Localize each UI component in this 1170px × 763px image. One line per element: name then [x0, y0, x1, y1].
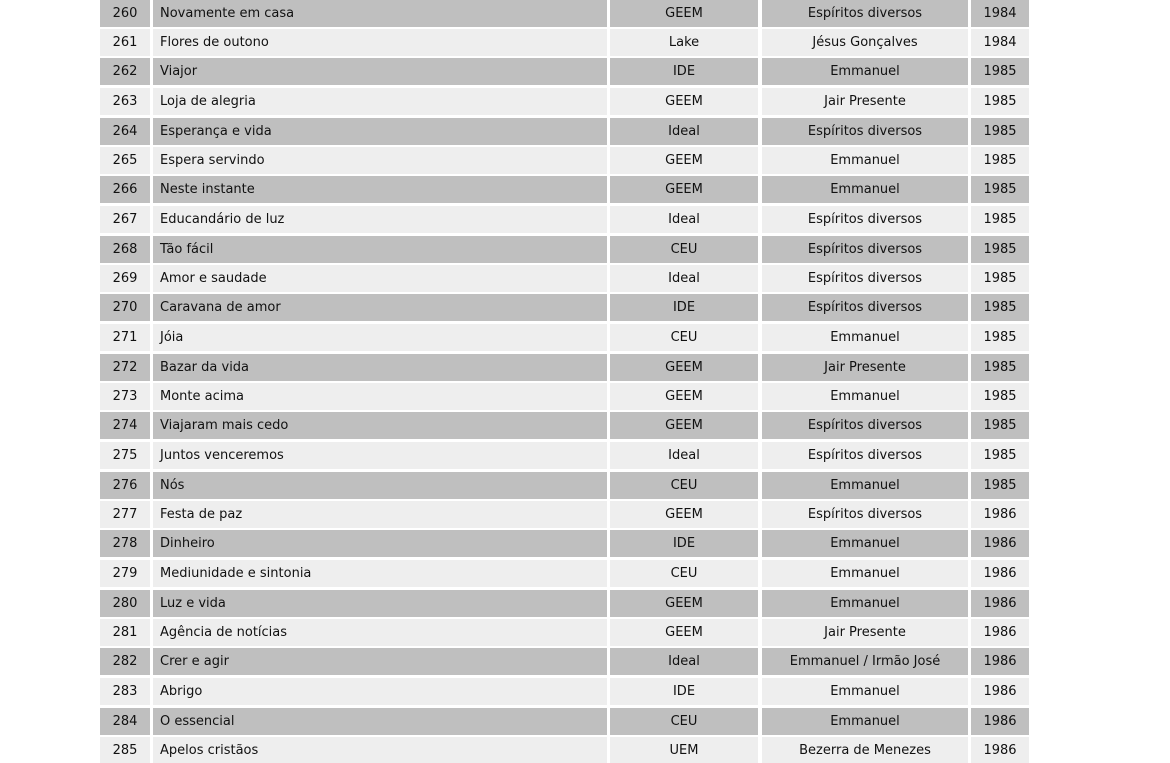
author-cell: Jair Presente [762, 354, 968, 381]
row-number-cell: 268 [100, 236, 150, 263]
year-cell: 1986 [971, 708, 1029, 735]
table-row [100, 737, 1030, 763]
book-title-cell: Monte acima [153, 383, 607, 410]
row-number-cell: 270 [100, 294, 150, 321]
table-row [100, 265, 1030, 292]
year-cell: 1985 [971, 265, 1029, 292]
author-cell: Espíritos diversos [762, 501, 968, 528]
publisher-cell: GEEM [610, 147, 758, 174]
year-cell: 1985 [971, 294, 1029, 321]
row-number-cell: 260 [100, 0, 150, 27]
table-row [100, 472, 1030, 499]
year-cell: 1984 [971, 29, 1029, 56]
table-row [100, 147, 1030, 174]
year-cell: 1986 [971, 619, 1029, 646]
publisher-cell: CEU [610, 324, 758, 351]
row-number-cell: 282 [100, 648, 150, 675]
author-cell: Jair Presente [762, 619, 968, 646]
publisher-cell: UEM [610, 737, 758, 763]
publisher-cell: Ideal [610, 118, 758, 145]
row-number-cell: 262 [100, 58, 150, 85]
row-number-cell: 266 [100, 176, 150, 203]
table-row [100, 442, 1030, 469]
year-cell: 1986 [971, 737, 1029, 763]
book-title-cell: Educandário de luz [153, 206, 607, 233]
table-row [100, 206, 1030, 233]
year-cell: 1985 [971, 472, 1029, 499]
publisher-cell: GEEM [610, 590, 758, 617]
table-row [100, 324, 1030, 351]
table-row [100, 176, 1030, 203]
book-title-cell: Nós [153, 472, 607, 499]
year-cell: 1985 [971, 412, 1029, 439]
year-cell: 1985 [971, 88, 1029, 115]
publisher-cell: GEEM [610, 88, 758, 115]
table-row [100, 88, 1030, 115]
table-row [100, 648, 1030, 675]
book-title-cell: Dinheiro [153, 530, 607, 557]
author-cell: Espíritos diversos [762, 236, 968, 263]
author-cell: Espíritos diversos [762, 118, 968, 145]
publisher-cell: CEU [610, 708, 758, 735]
author-cell: Emmanuel [762, 560, 968, 587]
row-number-cell: 279 [100, 560, 150, 587]
table-row [100, 678, 1030, 705]
row-number-cell: 263 [100, 88, 150, 115]
book-title-cell: Agência de notícias [153, 619, 607, 646]
table-row [100, 619, 1030, 646]
row-number-cell: 276 [100, 472, 150, 499]
row-number-cell: 281 [100, 619, 150, 646]
author-cell: Espíritos diversos [762, 442, 968, 469]
publisher-cell: GEEM [610, 383, 758, 410]
table-row [100, 29, 1030, 56]
table-row [100, 236, 1030, 263]
year-cell: 1986 [971, 648, 1029, 675]
year-cell: 1986 [971, 590, 1029, 617]
row-number-cell: 271 [100, 324, 150, 351]
table-row [100, 294, 1030, 321]
publisher-cell: IDE [610, 530, 758, 557]
table-row [100, 58, 1030, 85]
year-cell: 1985 [971, 383, 1029, 410]
publisher-cell: Ideal [610, 648, 758, 675]
book-title-cell: Viajaram mais cedo [153, 412, 607, 439]
book-title-cell: Abrigo [153, 678, 607, 705]
table-row [100, 383, 1030, 410]
row-number-cell: 275 [100, 442, 150, 469]
row-number-cell: 278 [100, 530, 150, 557]
row-number-cell: 280 [100, 590, 150, 617]
publisher-cell: CEU [610, 236, 758, 263]
author-cell: Emmanuel [762, 678, 968, 705]
author-cell: Emmanuel [762, 590, 968, 617]
publisher-cell: Lake [610, 29, 758, 56]
book-title-cell: Caravana de amor [153, 294, 607, 321]
row-number-cell: 283 [100, 678, 150, 705]
table-row [100, 118, 1030, 145]
author-cell: Emmanuel [762, 58, 968, 85]
year-cell: 1985 [971, 354, 1029, 381]
book-title-cell: Esperança e vida [153, 118, 607, 145]
book-title-cell: Flores de outono [153, 29, 607, 56]
year-cell: 1986 [971, 530, 1029, 557]
year-cell: 1986 [971, 678, 1029, 705]
book-title-cell: O essencial [153, 708, 607, 735]
row-number-cell: 274 [100, 412, 150, 439]
author-cell: Emmanuel [762, 708, 968, 735]
book-title-cell: Juntos venceremos [153, 442, 607, 469]
row-number-cell: 264 [100, 118, 150, 145]
author-cell: Emmanuel [762, 530, 968, 557]
author-cell: Emmanuel [762, 472, 968, 499]
row-number-cell: 273 [100, 383, 150, 410]
year-cell: 1985 [971, 206, 1029, 233]
book-title-cell: Bazar da vida [153, 354, 607, 381]
year-cell: 1985 [971, 58, 1029, 85]
year-cell: 1985 [971, 324, 1029, 351]
books-table [100, 0, 1030, 763]
book-title-cell: Tão fácil [153, 236, 607, 263]
table-row [100, 560, 1030, 587]
author-cell: Bezerra de Menezes [762, 737, 968, 763]
row-number-cell: 261 [100, 29, 150, 56]
publisher-cell: IDE [610, 58, 758, 85]
publisher-cell: GEEM [610, 176, 758, 203]
table-row [100, 530, 1030, 557]
year-cell: 1985 [971, 236, 1029, 263]
publisher-cell: IDE [610, 294, 758, 321]
row-number-cell: 284 [100, 708, 150, 735]
table-row [100, 354, 1030, 381]
year-cell: 1986 [971, 560, 1029, 587]
author-cell: Emmanuel / Irmão José [762, 648, 968, 675]
book-title-cell: Apelos cristãos [153, 737, 607, 763]
year-cell: 1985 [971, 442, 1029, 469]
author-cell: Emmanuel [762, 324, 968, 351]
author-cell: Emmanuel [762, 176, 968, 203]
publisher-cell: Ideal [610, 206, 758, 233]
book-title-cell: Luz e vida [153, 590, 607, 617]
row-number-cell: 269 [100, 265, 150, 292]
year-cell: 1985 [971, 118, 1029, 145]
table-row [100, 501, 1030, 528]
publisher-cell: IDE [610, 678, 758, 705]
author-cell: Jair Presente [762, 88, 968, 115]
table-row [100, 590, 1030, 617]
publisher-cell: Ideal [610, 265, 758, 292]
row-number-cell: 277 [100, 501, 150, 528]
book-title-cell: Amor e saudade [153, 265, 607, 292]
table-row [100, 412, 1030, 439]
publisher-cell: Ideal [610, 442, 758, 469]
book-title-cell: Crer e agir [153, 648, 607, 675]
publisher-cell: GEEM [610, 412, 758, 439]
row-number-cell: 285 [100, 737, 150, 763]
publisher-cell: GEEM [610, 501, 758, 528]
author-cell: Espíritos diversos [762, 412, 968, 439]
year-cell: 1985 [971, 147, 1029, 174]
publisher-cell: GEEM [610, 0, 758, 27]
book-title-cell: Loja de alegria [153, 88, 607, 115]
year-cell: 1984 [971, 0, 1029, 27]
book-title-cell: Novamente em casa [153, 0, 607, 27]
table-row [100, 708, 1030, 735]
book-title-cell: Jóia [153, 324, 607, 351]
row-number-cell: 267 [100, 206, 150, 233]
author-cell: Espíritos diversos [762, 206, 968, 233]
table-row [100, 0, 1030, 27]
year-cell: 1985 [971, 176, 1029, 203]
publisher-cell: GEEM [610, 354, 758, 381]
year-cell: 1986 [971, 501, 1029, 528]
publisher-cell: CEU [610, 472, 758, 499]
author-cell: Emmanuel [762, 383, 968, 410]
publisher-cell: CEU [610, 560, 758, 587]
book-title-cell: Viajor [153, 58, 607, 85]
book-title-cell: Neste instante [153, 176, 607, 203]
book-title-cell: Festa de paz [153, 501, 607, 528]
author-cell: Emmanuel [762, 147, 968, 174]
author-cell: Espíritos diversos [762, 265, 968, 292]
author-cell: Espíritos diversos [762, 294, 968, 321]
author-cell: Jésus Gonçalves [762, 29, 968, 56]
publisher-cell: GEEM [610, 619, 758, 646]
author-cell: Espíritos diversos [762, 0, 968, 27]
book-title-cell: Espera servindo [153, 147, 607, 174]
book-title-cell: Mediunidade e sintonia [153, 560, 607, 587]
row-number-cell: 272 [100, 354, 150, 381]
row-number-cell: 265 [100, 147, 150, 174]
